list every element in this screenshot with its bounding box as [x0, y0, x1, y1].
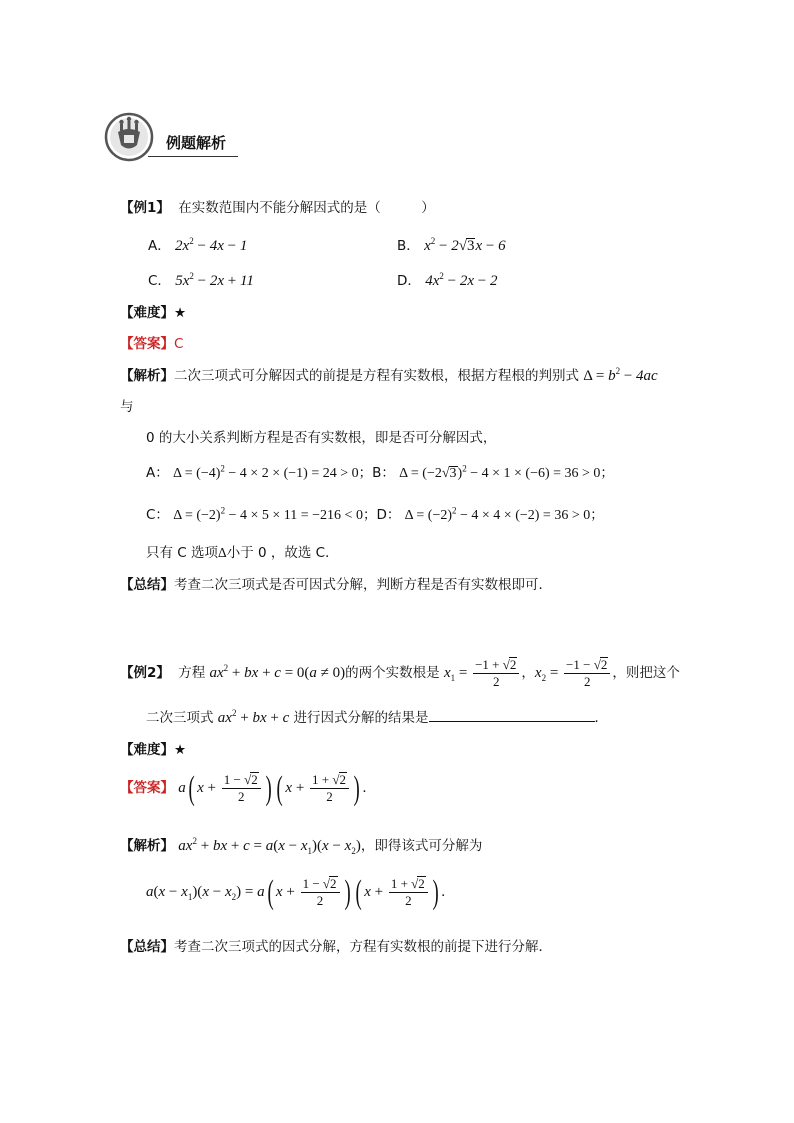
- math-expression: $\Delta = b^2 - 4ac$: [583, 366, 658, 384]
- answer-blank: [429, 707, 595, 722]
- math-expression: $x_2$ = $\frac{-1 - √2}{2}$: [535, 665, 612, 681]
- answer-value: C: [174, 336, 184, 352]
- ex1-question: [120, 196, 435, 216]
- math-expression: $x^2 - 2√3x - 6$: [424, 236, 506, 254]
- ex1-label: 【例1】: [120, 200, 170, 216]
- ex1-conclusion: 只有 C 选项Δ小于 0 ，故选 C．: [146, 545, 339, 561]
- ex2-summary: 【总结】考查二次三项式的因式分解，方程有实数根的前提下进行分解．: [120, 939, 552, 955]
- math-expression: $2x^2 - 4x - 1$: [175, 236, 248, 254]
- ex1-question-text: 在实数范围内不能分解因式的是（ ）: [178, 200, 435, 216]
- ex1-answer: [120, 332, 183, 352]
- section-header: [104, 112, 244, 158]
- ex1-summary: 【总结】考查二次三项式是否可因式分解，判断方程是否有实数根即可．: [120, 577, 552, 593]
- ex2-analysis-line2: $a(x - x_1)(x - x_2) = a$( x + $\frac{1 - √2}{2}$ ) ( x + $\frac{1 + √2}{2}$ ) ．: [146, 873, 455, 911]
- math-expression: Δ: [218, 545, 227, 560]
- ex2-label: 【例2】: [120, 664, 170, 681]
- ex2-difficulty: 【难度】★: [120, 742, 187, 758]
- ex2-question-line2: 二次三项式 $ax^2$ + bx + c 进行因式分解的结果是 ．: [146, 708, 609, 726]
- math-expression: $5x^2 - 2x + 11$: [175, 271, 254, 289]
- ex2-answer: 【答案】 a( x + $\frac{1 - √2}{2}$ ) ( x + $\frac{1 + √2}{2}$ ) ．: [120, 769, 376, 807]
- ex1-option-b: B． $x^2 - 2√3x - 6$: [397, 236, 506, 254]
- ex1-analysis-cd: C： $\Delta = (-2)^2 - 4 \times 5 \times 11 = -216 < 0$；D： $\Delta = (-2)^2 - 4 \times 4 \times (-2) = 36 > 0$；: [146, 505, 604, 523]
- math-expression: $\Delta = (-4)^2 - 4 \times 2 \times (-1) = 24 > 0$: [173, 463, 359, 481]
- math-expression: $4x^2 - 2x - 2$: [425, 271, 498, 289]
- ex1-option-d: D． $4x^2 - 2x - 2$: [397, 271, 498, 289]
- answer-label: 【答案】: [120, 336, 174, 352]
- ex2-analysis-line1: 【解析】 $ax^2$ + bx + $c = a(x - x_1)(x - x_2)$，即得该式可分解为: [120, 836, 483, 856]
- math-expression: $ax^2$ + bx + c = 0(a ≠ 0): [209, 662, 346, 681]
- math-expression: $ax^2$ + bx + c: [217, 708, 290, 726]
- math-expression: $\Delta = (-2)^2 - 4 \times 5 \times 11 = -216 < 0$: [173, 505, 363, 523]
- answer-label: 【答案】: [120, 779, 174, 796]
- math-expression: a( x + $\frac{1 - √2}{2}$ ) ( x + $\frac{1 + √2}{2}$ ): [178, 769, 360, 807]
- math-expression: $a(x - x_1)(x - x_2) = a$( x + $\frac{1 - √2}{2}$ ) ( x + $\frac{1 + √2}{2}$ ): [146, 873, 439, 911]
- section-title: 例题解析: [166, 134, 227, 152]
- star-rating: ★: [174, 742, 187, 758]
- ex1-analysis-line2: 0 的大小关系判断方程是否有实数根，即是否可分解因式，: [146, 430, 497, 446]
- scroll-crown-icon: [104, 112, 156, 162]
- ex1-analysis-line1: 【解析】二次三项式可分解因式的前提是方程有实数根，根据方程根的判别式 $\Delta = b^2 - 4ac$: [120, 366, 658, 384]
- ex1-analysis-ab: A： $\Delta = (-4)^2 - 4 \times 2 \times (-1) = 24 > 0$；B： $\Delta = (-2√3)^2 - 4 \times 1 \times (-6) = 36 > 0$；: [146, 463, 614, 481]
- star-rating: ★: [174, 305, 187, 321]
- math-expression: $x_1$ = $\frac{-1 + √2}{2}$: [444, 665, 521, 681]
- ex1-option-a: A． $2x^2 - 4x - 1$: [148, 236, 248, 254]
- ex2-question-line1: 【例2】 方程 $ax^2$ + bx + c = 0(a ≠ 0)的两个实数根是 $x_1$ = $\frac{-1 + √2}{2}$ ，$x_2$ = $\frac{-1 - √2}{2}$ ，则把这个: [120, 657, 680, 689]
- math-expression: $\Delta = (-2)^2 - 4 \times 4 \times (-2) = 36 > 0$: [404, 505, 591, 523]
- ex1-difficulty: 【难度】★: [120, 305, 187, 321]
- math-expression: $\Delta = (-2√3)^2 - 4 \times 1 \times (-6) = 36 > 0$: [399, 463, 601, 481]
- ex1-option-c: C． $5x^2 - 2x + 11$: [148, 271, 254, 289]
- ex1-analysis-line1b: 与: [120, 399, 134, 415]
- math-expression: $ax^2$ + bx + $c = a(x - x_1)(x - x_2)$: [178, 836, 361, 856]
